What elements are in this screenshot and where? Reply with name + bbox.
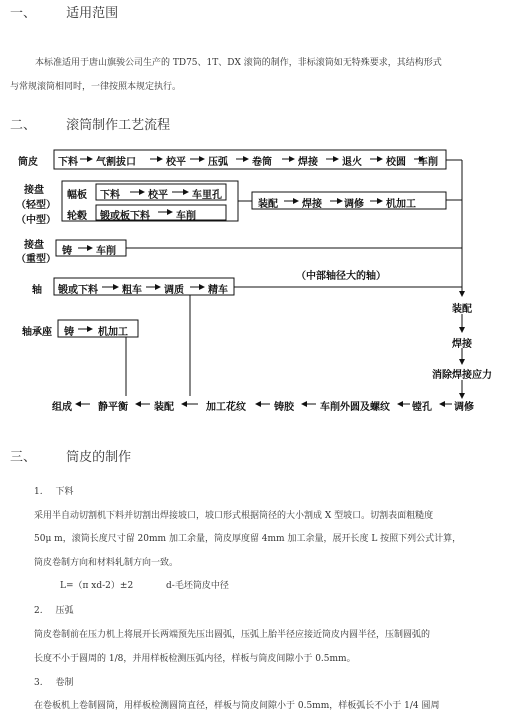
section-number: 一、 bbox=[10, 6, 37, 21]
light-hub-label-1: 接盘 bbox=[24, 185, 44, 196]
assembly-step-3: 调修 bbox=[344, 199, 364, 210]
item-2-line-2: 长度不小于圆周的 1/8，并用样板检测压弧内径，样板与筒皮间隙小于 0.5mm。 bbox=[34, 654, 356, 664]
bearing-step-1: 铸 bbox=[64, 327, 74, 338]
bearing-label: 轴承座 bbox=[22, 327, 52, 338]
item-number: 2. bbox=[34, 606, 43, 616]
shaft-note: （中部轴径大的轴） bbox=[296, 271, 386, 282]
item-title: 下料 bbox=[55, 487, 74, 497]
right-step-2: 焊接 bbox=[452, 339, 472, 350]
heavy-hub-label-2: （重型） bbox=[16, 254, 56, 265]
shell-step-3: 校平 bbox=[166, 157, 186, 168]
section-title: 筒皮的制作 bbox=[66, 450, 132, 465]
bottom-step-1: 组成 bbox=[52, 402, 72, 413]
light-hub-label-3: （中型） bbox=[16, 215, 56, 226]
hub-step-1: 锻或板下料 bbox=[100, 211, 150, 222]
shell-step-4: 压弧 bbox=[208, 157, 228, 168]
shell-step-1: 下料 bbox=[58, 157, 78, 168]
web-step-2: 校平 bbox=[148, 190, 168, 201]
scope-line-2: 与常规滚筒相同时，一律按照本规定执行。 bbox=[10, 82, 182, 92]
heavy-hub-step-2: 车削 bbox=[96, 246, 116, 257]
shell-step-8: 校圆 bbox=[386, 157, 406, 168]
bottom-step-7: 镗孔 bbox=[412, 402, 432, 413]
shaft-step-4: 精车 bbox=[208, 285, 228, 296]
item-1-heading bbox=[34, 484, 73, 497]
bottom-step-5: 铸胶 bbox=[274, 402, 294, 413]
shaft-step-2: 粗车 bbox=[122, 285, 142, 296]
bottom-step-3: 装配 bbox=[154, 402, 174, 413]
heavy-hub-label-1: 接盘 bbox=[24, 240, 44, 251]
formula: L=（π xd-2）±2 bbox=[60, 581, 134, 591]
shell-step-5: 卷筒 bbox=[252, 157, 272, 168]
assembly-step-1: 装配 bbox=[258, 199, 278, 210]
shell-step-6: 焊接 bbox=[298, 157, 318, 168]
item-1-line-2: 50μ m，滚筒长度尺寸留 20mm 加工余量，筒皮厚度留 4mm 加工余量，展开长度 L 按照下列公式计算， bbox=[34, 534, 462, 544]
shaft-step-1: 锻或下料 bbox=[58, 285, 98, 296]
bottom-step-4: 加工花纹 bbox=[206, 402, 246, 413]
section-title: 适用范围 bbox=[66, 6, 119, 21]
item-1-line-3: 筒皮卷制方向和材料轧制方向一致。 bbox=[34, 558, 179, 568]
section-title: 滚筒制作工艺流程 bbox=[66, 118, 171, 133]
item-3-line-1: 在卷板机上卷制圆筒，用样板检测圆筒直径，样板与筒皮间隙小于 0.5mm，样板弧长不小于 1/4 圆周 bbox=[34, 701, 440, 711]
light-hub-label-2: （轻型） bbox=[16, 200, 56, 211]
item-1-formula bbox=[60, 578, 229, 591]
bottom-step-2: 静平衡 bbox=[98, 402, 128, 413]
bottom-step-8: 调修 bbox=[454, 402, 474, 413]
right-step-3: 消除焊接应力 bbox=[432, 370, 492, 381]
web-step-3: 车里孔 bbox=[192, 190, 222, 201]
item-2-heading bbox=[34, 603, 73, 616]
section-3-heading bbox=[10, 446, 131, 465]
assembly-step-2: 焊接 bbox=[302, 199, 322, 210]
item-1-line-1: 采用半自动切割机下料并切割出焊接坡口，坡口形式根据筒径的大小割成 X 型坡口。切割表面粗糙度 bbox=[34, 511, 434, 521]
item-3-heading bbox=[34, 675, 73, 688]
shell-step-7: 退火 bbox=[342, 157, 362, 168]
section-number: 二、 bbox=[10, 118, 37, 133]
section-number: 三、 bbox=[10, 450, 37, 465]
shaft-step-3: 调质 bbox=[164, 285, 184, 296]
heavy-hub-step-1: 铸 bbox=[62, 246, 72, 257]
scope-line-1: 本标准适用于唐山旗骏公司生产的 TD75、1T、DX 滚筒的制作，非标滚筒如无特殊要求，其结构形式 bbox=[35, 58, 442, 68]
web-step-1: 下料 bbox=[100, 190, 120, 201]
item-number: 3. bbox=[34, 678, 43, 688]
shell-label: 筒皮 bbox=[18, 157, 38, 168]
formula-note: d-毛坯筒皮中径 bbox=[166, 581, 229, 591]
shaft-label: 轴 bbox=[32, 285, 42, 296]
item-title: 卷制 bbox=[55, 678, 74, 688]
item-2-line-1: 筒皮卷制前在压力机上将展开长两端预先压出圆弧，压弧上胎半径应接近筒皮内圆半径，压制圆弧的 bbox=[34, 630, 431, 640]
shell-step-9: 车削 bbox=[418, 157, 438, 168]
shell-step-2: 气割拔口 bbox=[96, 157, 136, 168]
web-label: 幅板 bbox=[67, 190, 87, 201]
hub-step-2: 车削 bbox=[176, 211, 196, 222]
hub-label: 轮毂 bbox=[67, 211, 87, 222]
bottom-step-6: 车削外圆及螺纹 bbox=[320, 402, 390, 413]
bearing-step-2: 机加工 bbox=[98, 327, 128, 338]
assembly-step-4: 机加工 bbox=[386, 199, 416, 210]
item-number: 1. bbox=[34, 487, 43, 497]
item-title: 压弧 bbox=[55, 606, 74, 616]
right-step-1: 装配 bbox=[452, 304, 472, 315]
